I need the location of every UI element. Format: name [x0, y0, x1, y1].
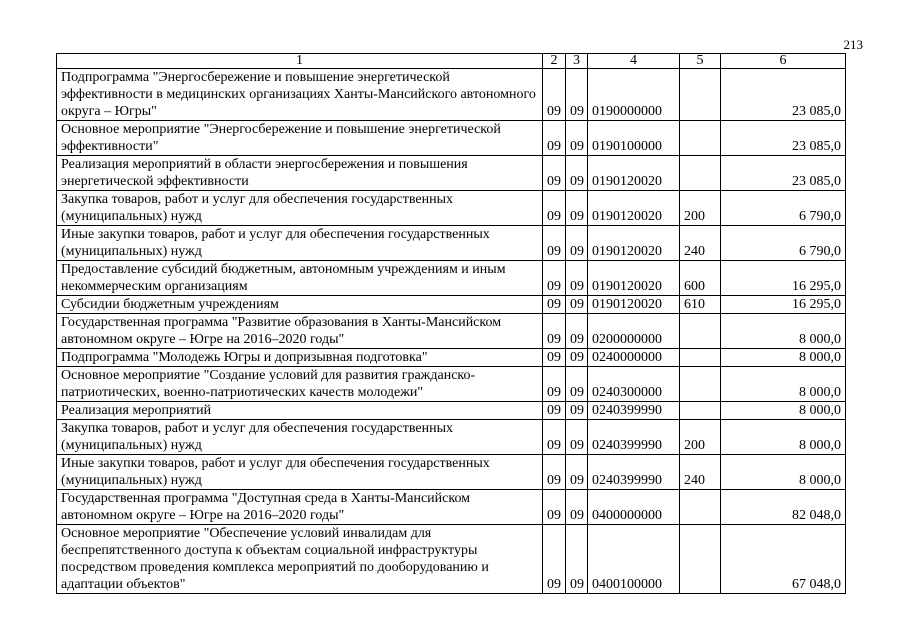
row-section: 09 — [543, 420, 566, 455]
row-section: 09 — [543, 349, 566, 367]
row-target-code: 0190120020 — [588, 226, 680, 261]
row-target-code: 0190120020 — [588, 191, 680, 226]
row-target-code: 0240399990 — [588, 420, 680, 455]
row-subsection: 09 — [566, 261, 588, 296]
row-target-code: 0190120020 — [588, 261, 680, 296]
row-expense-type — [680, 367, 721, 402]
row-name: Иные закупки товаров, работ и услуг для обеспечения государственных (муниципальных) нужд — [57, 226, 543, 261]
row-amount: 6 790,0 — [721, 226, 846, 261]
row-expense-type — [680, 490, 721, 525]
row-subsection: 09 — [566, 314, 588, 349]
row-subsection: 09 — [566, 420, 588, 455]
row-amount: 23 085,0 — [721, 156, 846, 191]
row-name: Основное мероприятие "Обеспечение условий инвалидам для беспрепятственного доступа к объектам социальной инфраструктуры посредством проведения комплекса мероприятий по дооборудованию и адаптации объектов" — [57, 525, 543, 594]
table-row — [57, 261, 846, 296]
row-amount: 8 000,0 — [721, 402, 846, 420]
row-subsection: 09 — [566, 490, 588, 525]
row-expense-type — [680, 402, 721, 420]
table-row — [57, 420, 846, 455]
header-col-5: 5 — [680, 54, 721, 69]
row-subsection: 09 — [566, 455, 588, 490]
header-col-2: 2 — [543, 54, 566, 69]
row-amount: 23 085,0 — [721, 69, 846, 121]
row-subsection: 09 — [566, 349, 588, 367]
row-subsection: 09 — [566, 156, 588, 191]
row-section: 09 — [543, 226, 566, 261]
row-amount: 8 000,0 — [721, 455, 846, 490]
row-expense-type: 240 — [680, 455, 721, 490]
budget-table — [56, 53, 846, 594]
row-name: Государственная программа "Доступная среда в Ханты-Мансийском автономном округе – Югре на 2016–2020 годы" — [57, 490, 543, 525]
header-col-1: 1 — [57, 54, 543, 69]
row-amount: 82 048,0 — [721, 490, 846, 525]
row-target-code: 0240399990 — [588, 455, 680, 490]
table-row — [57, 314, 846, 349]
row-name: Подпрограмма "Энергосбережение и повышение энергетической эффективности в медицинских организациях Ханты-Мансийского автономного округа – Югры" — [57, 69, 543, 121]
row-name: Иные закупки товаров, работ и услуг для обеспечения государственных (муниципальных) нужд — [57, 455, 543, 490]
row-amount: 16 295,0 — [721, 261, 846, 296]
row-subsection: 09 — [566, 525, 588, 594]
row-subsection: 09 — [566, 402, 588, 420]
row-subsection: 09 — [566, 367, 588, 402]
row-target-code: 0240000000 — [588, 349, 680, 367]
row-section: 09 — [543, 402, 566, 420]
row-subsection: 09 — [566, 191, 588, 226]
table-row — [57, 156, 846, 191]
row-target-code: 0190000000 — [588, 69, 680, 121]
row-section: 09 — [543, 156, 566, 191]
row-expense-type: 240 — [680, 226, 721, 261]
table-body — [57, 69, 846, 594]
row-subsection: 09 — [566, 226, 588, 261]
row-amount: 8 000,0 — [721, 349, 846, 367]
row-target-code: 0190100000 — [588, 121, 680, 156]
table-row — [57, 296, 846, 314]
row-section: 09 — [543, 121, 566, 156]
row-expense-type — [680, 314, 721, 349]
row-expense-type: 600 — [680, 261, 721, 296]
row-target-code: 0200000000 — [588, 314, 680, 349]
table-row — [57, 455, 846, 490]
page-number: 213 — [843, 37, 863, 52]
table-row — [57, 402, 846, 420]
row-name: Реализация мероприятий — [57, 402, 543, 420]
row-section: 09 — [543, 490, 566, 525]
row-name: Основное мероприятие "Энергосбережение и повышение энергетической эффективности" — [57, 121, 543, 156]
row-subsection: 09 — [566, 69, 588, 121]
row-expense-type: 200 — [680, 420, 721, 455]
row-section: 09 — [543, 191, 566, 226]
row-target-code: 0240399990 — [588, 402, 680, 420]
row-amount: 16 295,0 — [721, 296, 846, 314]
row-expense-type — [680, 525, 721, 594]
table-header-row — [57, 54, 846, 69]
row-target-code: 0400000000 — [588, 490, 680, 525]
row-section: 09 — [543, 314, 566, 349]
row-amount: 8 000,0 — [721, 314, 846, 349]
row-section: 09 — [543, 525, 566, 594]
header-col-4: 4 — [588, 54, 680, 69]
table-row — [57, 226, 846, 261]
row-name: Государственная программа "Развитие образования в Ханты-Мансийском автономном округе – Югре на 2016–2020 годы" — [57, 314, 543, 349]
row-section: 09 — [543, 69, 566, 121]
row-amount: 6 790,0 — [721, 191, 846, 226]
row-section: 09 — [543, 367, 566, 402]
row-subsection: 09 — [566, 121, 588, 156]
row-name: Подпрограмма "Молодежь Югры и допризывная подготовка" — [57, 349, 543, 367]
row-section: 09 — [543, 261, 566, 296]
row-amount: 8 000,0 — [721, 420, 846, 455]
row-target-code: 0400100000 — [588, 525, 680, 594]
row-section: 09 — [543, 296, 566, 314]
row-expense-type — [680, 121, 721, 156]
row-target-code: 0240300000 — [588, 367, 680, 402]
row-name: Реализация мероприятий в области энергосбережения и повышения энергетической эффективности — [57, 156, 543, 191]
row-expense-type: 200 — [680, 191, 721, 226]
row-target-code: 0190120020 — [588, 156, 680, 191]
row-name: Закупка товаров, работ и услуг для обеспечения государственных (муниципальных) нужд — [57, 191, 543, 226]
row-subsection: 09 — [566, 296, 588, 314]
table-row — [57, 191, 846, 226]
row-amount: 8 000,0 — [721, 367, 846, 402]
row-name: Основное мероприятие "Создание условий для развития гражданско-патриотических, военно-патриотических качеств молодежи" — [57, 367, 543, 402]
row-expense-type — [680, 349, 721, 367]
row-target-code: 0190120020 — [588, 296, 680, 314]
table-row — [57, 121, 846, 156]
row-expense-type — [680, 69, 721, 121]
row-expense-type: 610 — [680, 296, 721, 314]
table-row — [57, 349, 846, 367]
row-name: Закупка товаров, работ и услуг для обеспечения государственных (муниципальных) нужд — [57, 420, 543, 455]
table-row — [57, 490, 846, 525]
table-row — [57, 367, 846, 402]
row-amount: 23 085,0 — [721, 121, 846, 156]
row-amount: 67 048,0 — [721, 525, 846, 594]
row-name: Предоставление субсидий бюджетным, автономным учреждениям и иным некоммерческим организациям — [57, 261, 543, 296]
row-section: 09 — [543, 455, 566, 490]
row-name: Субсидии бюджетным учреждениям — [57, 296, 543, 314]
header-col-6: 6 — [721, 54, 846, 69]
row-expense-type — [680, 156, 721, 191]
table-row — [57, 69, 846, 121]
header-col-3: 3 — [566, 54, 588, 69]
table-row — [57, 525, 846, 594]
